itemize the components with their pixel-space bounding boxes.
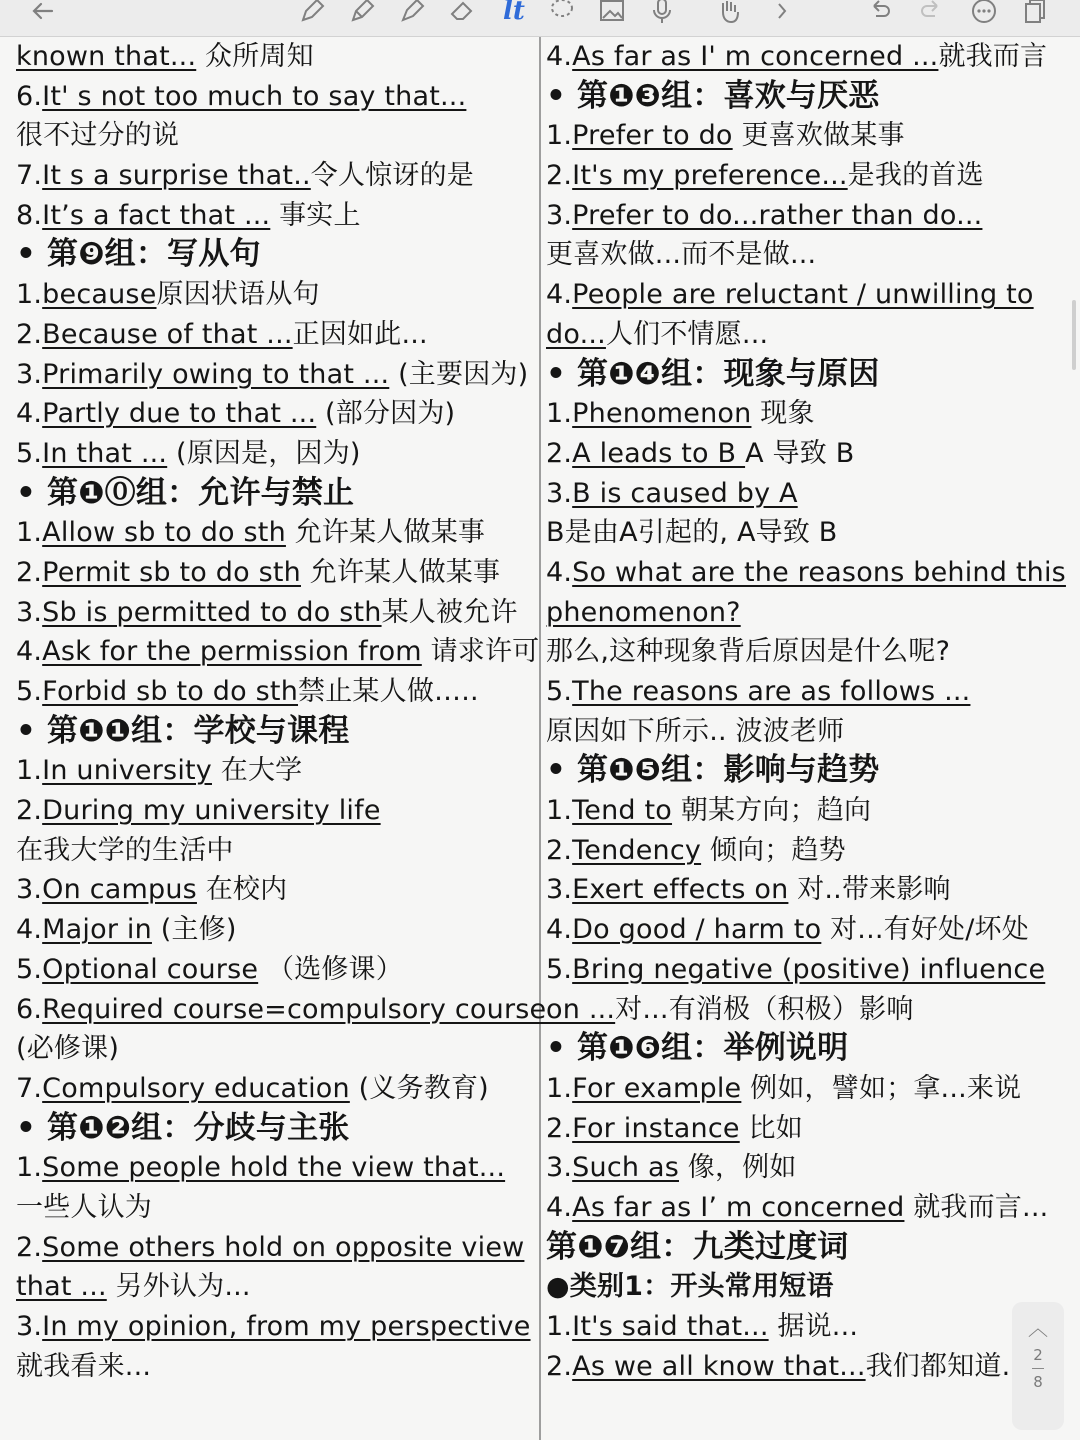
- phrase-text: Prefer to do...rather than do...: [572, 199, 983, 231]
- translation-text: 那么,这种现象背后原因是什么呢?: [546, 636, 951, 668]
- translation-text: 事实上: [270, 199, 361, 231]
- phrase-text: As far as I’ m concerned: [572, 1191, 905, 1223]
- right-column: [546, 37, 1066, 1386]
- note-line: [16, 275, 536, 315]
- note-line: [546, 434, 1061, 474]
- item-number: 4.: [16, 914, 43, 946]
- note-line: [16, 1267, 536, 1307]
- item-number: 2.: [546, 160, 573, 192]
- item-number: 3.: [546, 477, 573, 509]
- note-line: [546, 196, 1061, 236]
- translation-text: 据说...: [768, 1311, 859, 1342]
- translation-text: 更喜欢做某事: [732, 120, 905, 152]
- item-number: 2.: [546, 1112, 573, 1144]
- item-number: 1.: [546, 1311, 573, 1342]
- note-line: [16, 990, 547, 1030]
- note-line: [16, 1069, 536, 1109]
- page-scrollbar[interactable]: [1072, 300, 1076, 370]
- translation-text: 允许某人做某事: [285, 517, 486, 549]
- translation-text: 正因如此...: [292, 318, 428, 350]
- phrase-text: It's my preference...: [572, 160, 848, 192]
- translation-text: 一些人认为: [16, 1191, 152, 1223]
- hand-icon[interactable]: [712, 0, 746, 26]
- phrase-text: So what are the reasons behind this: [572, 556, 1066, 588]
- item-number: 6.: [16, 993, 43, 1025]
- item-number: 1.: [16, 755, 43, 787]
- item-number: 4.: [546, 1191, 573, 1223]
- item-number: 3.: [16, 874, 43, 906]
- section-heading-text: • 第❶⓪组：允许与禁止: [16, 474, 355, 511]
- more-icon[interactable]: [967, 0, 1001, 26]
- section-heading: [546, 77, 1061, 117]
- note-line: [546, 1267, 1061, 1307]
- phrase-text: because: [42, 279, 157, 311]
- phrase-text: Required course=compulsory course: [42, 993, 547, 1025]
- note-line: [16, 37, 536, 77]
- item-number: 1.: [16, 279, 43, 311]
- translation-text: 在我大学的生活中: [16, 834, 234, 866]
- translation-text: 是我的首选: [847, 160, 984, 192]
- phrase-text: B is caused by A: [572, 477, 798, 509]
- note-line: [546, 275, 1061, 315]
- note-line: [546, 474, 1061, 514]
- section-heading-text: 第❶❼组：九类过度词: [546, 1228, 849, 1265]
- item-number: 4.: [546, 279, 573, 311]
- note-line: [16, 910, 536, 950]
- phrase-text: Partly due to that ...: [42, 398, 317, 430]
- section-heading-text: • 第❶❸组：喜欢与厌恶: [546, 77, 880, 114]
- microphone-icon[interactable]: [645, 0, 679, 26]
- translation-text: (主修): [151, 914, 237, 946]
- note-line: [546, 235, 1061, 275]
- page-separator: [1032, 1368, 1044, 1369]
- page-navigator[interactable]: [1012, 1302, 1064, 1430]
- note-line: [546, 1347, 1061, 1387]
- phrase-text: Permit sb to do sth: [42, 556, 301, 588]
- translation-text: 允许某人做某事: [300, 556, 501, 588]
- note-line: [546, 37, 1061, 77]
- note-line: [16, 77, 536, 117]
- phrase-text: As far as I' m concerned ...: [572, 41, 939, 72]
- item-number: 4.: [16, 636, 43, 668]
- redo-icon[interactable]: [915, 0, 949, 26]
- translation-text: 另外认为...: [106, 1271, 251, 1303]
- item-number: 7.: [16, 160, 43, 192]
- item-number: 3.: [16, 358, 43, 390]
- note-line: [546, 394, 1061, 434]
- item-number: 2.: [16, 556, 43, 588]
- translation-text: (原因是，因为): [167, 437, 361, 469]
- section-heading-text: • 第❶❻组：举例说明: [546, 1030, 849, 1067]
- phrase-text: do...: [546, 318, 606, 350]
- chevron-right-icon[interactable]: [765, 0, 799, 26]
- item-number: 1.: [16, 517, 43, 549]
- phrase-text: Prefer to do: [572, 120, 733, 152]
- section-heading-text: • 第❾组：写从句: [16, 236, 261, 273]
- phrase-text: People are reluctant / unwilling to: [572, 279, 1034, 311]
- section-heading: [546, 751, 1061, 791]
- note-line: [546, 632, 1061, 672]
- section-heading-text: • 第❶❺组：影响与趋势: [546, 752, 880, 789]
- translation-text: 例如，譬如；拿...来说: [741, 1072, 1022, 1104]
- phrase-text: Primarily owing to that ...: [42, 358, 390, 390]
- phrase-text: For example: [572, 1072, 742, 1104]
- note-line: [16, 394, 536, 434]
- note-line: [16, 672, 536, 712]
- phrase-text: Some people hold the view that...: [42, 1152, 506, 1184]
- phrase-text: It's said that...: [572, 1311, 769, 1342]
- phrase-text: It s a surprise that..: [42, 160, 311, 192]
- note-line: [16, 1029, 536, 1069]
- translation-text: 就我而言...: [904, 1191, 1049, 1223]
- item-number: 4.: [546, 914, 573, 946]
- section-heading: [16, 712, 536, 752]
- undo-icon[interactable]: [862, 0, 896, 26]
- translation-text: 很不过分的说: [16, 120, 180, 152]
- item-number: 1.: [546, 120, 573, 152]
- item-number: 1.: [546, 795, 573, 827]
- phrase-text: Exert effects on: [572, 874, 789, 906]
- item-number: 3.: [16, 596, 43, 628]
- item-number: 4.: [16, 398, 43, 430]
- item-number: 1.: [16, 1152, 43, 1184]
- phrase-text: Some others hold on opposite view: [42, 1231, 525, 1263]
- phrase-text: Optional course: [42, 953, 259, 985]
- note-line: [16, 553, 536, 593]
- translation-text: 像，例如: [678, 1152, 797, 1184]
- note-line: [16, 315, 536, 355]
- marker-icon[interactable]: [395, 0, 429, 26]
- translation-text: (必修课): [16, 1033, 120, 1065]
- phrase-text: Tend to: [572, 795, 673, 827]
- total-page-number: 8: [1033, 1373, 1043, 1391]
- translation-text: 朝某方向；趋向: [672, 795, 872, 827]
- phrase-text: Compulsory education: [42, 1072, 350, 1104]
- phrase-text: On campus: [42, 874, 197, 906]
- item-number: 3.: [16, 1311, 43, 1342]
- phrase-text: Ask for the permission from: [42, 636, 422, 668]
- item-number: 7.: [16, 1072, 43, 1104]
- translation-text: 禁止某人做…..: [298, 676, 479, 707]
- note-line: [546, 910, 1061, 950]
- item-number: 5.: [16, 953, 43, 985]
- section-heading: [16, 1109, 536, 1149]
- item-number: 5.: [546, 676, 573, 707]
- phrase-text: Do good / harm to: [572, 914, 822, 946]
- note-line: [546, 831, 1061, 871]
- text-tool-icon[interactable]: lt: [503, 0, 525, 26]
- note-line: [546, 553, 1066, 593]
- translation-text: 现象: [751, 398, 815, 430]
- note-line: [16, 751, 536, 791]
- translation-text: 某人被允许: [381, 596, 518, 628]
- section-heading-text: • 第❶❶组：学校与课程: [16, 712, 350, 749]
- note-line: [16, 831, 536, 871]
- note-line: [546, 1148, 1061, 1188]
- item-number: 4.: [546, 41, 573, 72]
- pen-icon[interactable]: [295, 0, 329, 26]
- item-number: 3.: [546, 1152, 573, 1184]
- note-line: [546, 1307, 1061, 1347]
- eraser-icon[interactable]: [445, 0, 479, 26]
- phrase-text: In university: [42, 755, 212, 787]
- translation-text: (义务教育): [349, 1072, 489, 1104]
- translation-text: 人们不情愿...: [605, 318, 769, 350]
- item-number: 1.: [546, 398, 573, 430]
- note-line: [546, 156, 1061, 196]
- pages-icon[interactable]: [1018, 0, 1052, 26]
- item-number: 5.: [16, 437, 43, 469]
- note-line: [16, 950, 536, 990]
- note-line: [16, 870, 536, 910]
- translation-text: 更喜欢做...而不是做...: [546, 239, 817, 271]
- item-number: 8.: [16, 199, 43, 231]
- note-line: [546, 116, 1061, 156]
- section-heading-text: • 第❶❹组：现象与原因: [546, 355, 880, 392]
- section-heading: [546, 355, 1061, 395]
- note-line: [546, 870, 1061, 910]
- lasso-icon[interactable]: [545, 0, 579, 26]
- phrase-text: In that ...: [42, 437, 168, 469]
- section-heading: [546, 1029, 1061, 1069]
- item-number: 2.: [16, 795, 43, 827]
- item-number: 2.: [16, 318, 43, 350]
- current-page-number: 2: [1033, 1346, 1043, 1364]
- section-heading: [16, 474, 536, 514]
- note-line: [16, 355, 536, 395]
- translation-text: 原因状语从句: [156, 279, 320, 311]
- note-line: [546, 593, 1061, 633]
- note-line: [546, 672, 1061, 712]
- chevron-up-icon[interactable]: ︿: [1028, 1316, 1048, 1340]
- phrase-text: Allow sb to do sth: [42, 517, 286, 549]
- translation-text: 众所周知: [196, 41, 314, 72]
- item-number: 4.: [546, 556, 573, 588]
- note-line: [16, 1307, 536, 1347]
- translation-text: ●类别1：开头常用短语: [546, 1271, 834, 1303]
- phrase-text: During my university life: [42, 795, 381, 827]
- note-line: [16, 1188, 536, 1228]
- note-line: [16, 434, 536, 474]
- back-arrow-icon[interactable]: [26, 0, 60, 26]
- section-heading-text: • 第❶❷组：分歧与主张: [16, 1109, 350, 1146]
- phrase-text: Because of that ...: [42, 318, 293, 350]
- translation-text: 我们都知道.: [865, 1350, 1011, 1382]
- phrase-text: Such as: [572, 1152, 679, 1184]
- translation-text: 就我看来...: [16, 1350, 152, 1382]
- note-line: [546, 1188, 1061, 1228]
- translation-text: (部分因为): [316, 398, 456, 430]
- note-line: [546, 1109, 1061, 1149]
- note-line: [16, 632, 540, 672]
- translation-text: 倾向；趋势: [701, 834, 846, 866]
- item-number: 3.: [546, 874, 573, 906]
- note-line: [16, 1148, 536, 1188]
- phrase-text: It’s a fact that ...: [42, 199, 271, 231]
- translation-text: 就我而言: [938, 41, 1048, 72]
- translation-text: （选修课）: [258, 953, 403, 985]
- phrase-text: As we all know that...: [572, 1350, 866, 1382]
- note-line: [16, 513, 536, 553]
- phrase-text: known that...: [16, 41, 197, 72]
- translation-text: 在大学: [211, 755, 303, 787]
- item-number: 2.: [546, 834, 573, 866]
- item-number: 2.: [546, 1350, 573, 1382]
- note-line: [16, 116, 536, 156]
- translation-text: 对...有消极（积极）影响: [615, 993, 914, 1025]
- translation-text: 对...有好处/坏处: [821, 914, 1029, 946]
- phrase-text: Major in: [42, 914, 152, 946]
- item-number: 5.: [546, 953, 573, 985]
- phrase-text: phenomenon?: [546, 596, 741, 628]
- section-heading: [16, 235, 536, 275]
- section-heading: [546, 1228, 1061, 1268]
- translation-text: 比如: [739, 1112, 803, 1144]
- item-number: 2.: [546, 437, 573, 469]
- translation-text: 请求许可: [421, 636, 540, 668]
- note-line: [546, 315, 1061, 355]
- phrase-text: Forbid sb to do sth: [42, 676, 299, 707]
- translation-text: 在校内: [196, 874, 288, 906]
- phrase-text: on ...: [546, 993, 616, 1025]
- left-column: [16, 37, 547, 1386]
- item-number: 1.: [546, 1072, 573, 1104]
- note-line: [16, 1347, 536, 1387]
- phrase-text: Bring negative (positive) influence: [572, 953, 1046, 985]
- toolbar: [0, 0, 1080, 37]
- translation-text: A 导致 B: [745, 437, 855, 469]
- image-icon[interactable]: [595, 0, 629, 26]
- note-line: [546, 950, 1061, 990]
- phrase-text: Tendency: [572, 834, 702, 866]
- translation-text: 原因如下所示.. 波波老师: [546, 715, 845, 747]
- note-line: [546, 791, 1061, 831]
- item-number: 6.: [16, 80, 43, 112]
- phrase-text: In my opinion, from my perspective: [42, 1311, 531, 1342]
- note-line: [16, 1228, 536, 1268]
- item-number: 2.: [16, 1231, 43, 1263]
- translation-text: B是由A引起的, A导致 B: [546, 517, 838, 549]
- column-divider: [539, 37, 541, 1440]
- phrase-text: Phenomenon: [572, 398, 752, 430]
- translation-text: (主要因为): [389, 358, 529, 390]
- item-number: 3.: [546, 199, 573, 231]
- translation-text: 对..带来影响: [788, 874, 951, 906]
- phrase-text: It' s not too much to say that...: [42, 80, 467, 112]
- highlighter-icon[interactable]: [345, 0, 379, 26]
- phrase-text: For instance: [572, 1112, 740, 1144]
- note-line: [16, 791, 536, 831]
- note-line: [546, 513, 1061, 553]
- note-line: [546, 990, 1061, 1030]
- item-number: 5.: [16, 676, 43, 707]
- note-line: [16, 593, 536, 633]
- note-line: [16, 156, 536, 196]
- phrase-text: Sb is permitted to do sth: [42, 596, 382, 628]
- phrase-text: that ...: [16, 1271, 107, 1303]
- note-line: [546, 1069, 1061, 1109]
- note-line: [546, 712, 1061, 752]
- phrase-text: The reasons are as follows ...: [572, 676, 971, 707]
- phrase-text: A leads to B: [572, 437, 746, 469]
- translation-text: 令人惊讶的是: [310, 160, 474, 192]
- note-line: [16, 196, 536, 236]
